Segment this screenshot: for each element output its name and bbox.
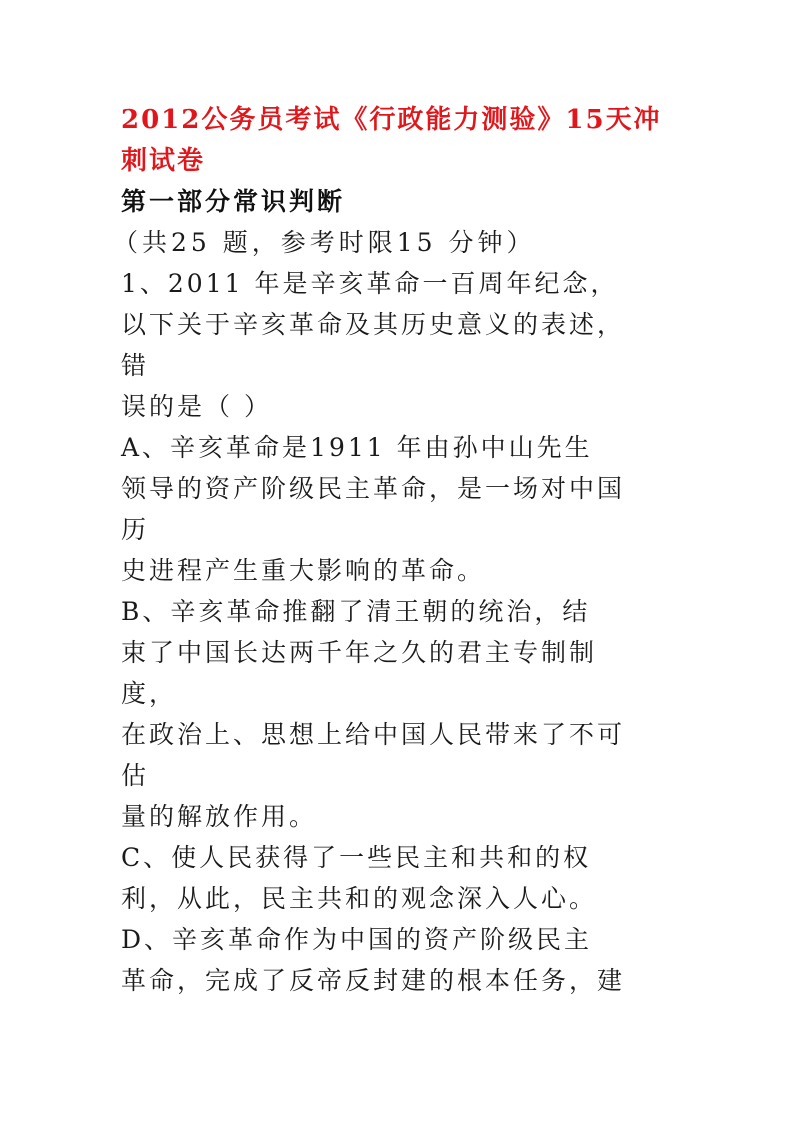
- section-note: （共25 题，参考时限15 分钟）: [113, 228, 536, 257]
- option-d-line-2: 革命，完成了反帝反封建的根本任务，建: [121, 966, 626, 995]
- document-title-line-2: 刺试卷: [121, 146, 206, 176]
- document-title-line-1: 2012公务员考试《行政能力测验》15天冲: [121, 105, 662, 135]
- option-a-line-2: 领导的资产阶级民主革命，是一场对中国: [121, 474, 626, 503]
- option-a-line-1: A、辛亥革命是1911 年由孙中山先生: [121, 433, 593, 462]
- question-1-line-4: 误的是（ ）: [121, 392, 272, 421]
- option-c-line-2: 利，从此，民主共和的观念深入人心。: [121, 884, 598, 913]
- option-c-line-1: C、使人民获得了一些民主和共和的权: [121, 843, 592, 872]
- question-1-line-3: 错: [121, 351, 150, 380]
- option-a-line-3: 历: [121, 515, 150, 544]
- question-1-line-2: 以下关于辛亥革命及其历史意义的表述，: [121, 310, 626, 339]
- section-heading: 第一部分常识判断: [121, 187, 346, 216]
- option-b-line-4: 在政治上、思想上给中国人民带来了不可: [121, 720, 626, 749]
- option-a-line-4: 史进程产生重大影响的革命。: [121, 556, 486, 585]
- option-b-line-1: B、辛亥革命推翻了清王朝的统治，结: [121, 597, 591, 626]
- option-b-line-2: 束了中国长达两千年之久的君主专制制: [121, 638, 598, 667]
- option-d-line-1: D、辛亥革命作为中国的资产阶级民主: [121, 925, 593, 954]
- option-b-line-5: 估: [121, 761, 150, 790]
- question-1-line-1: 1、2011 年是辛亥革命一百周年纪念，: [121, 269, 619, 298]
- option-b-line-6: 量的解放作用。: [121, 802, 318, 831]
- option-b-line-3: 度，: [121, 679, 178, 708]
